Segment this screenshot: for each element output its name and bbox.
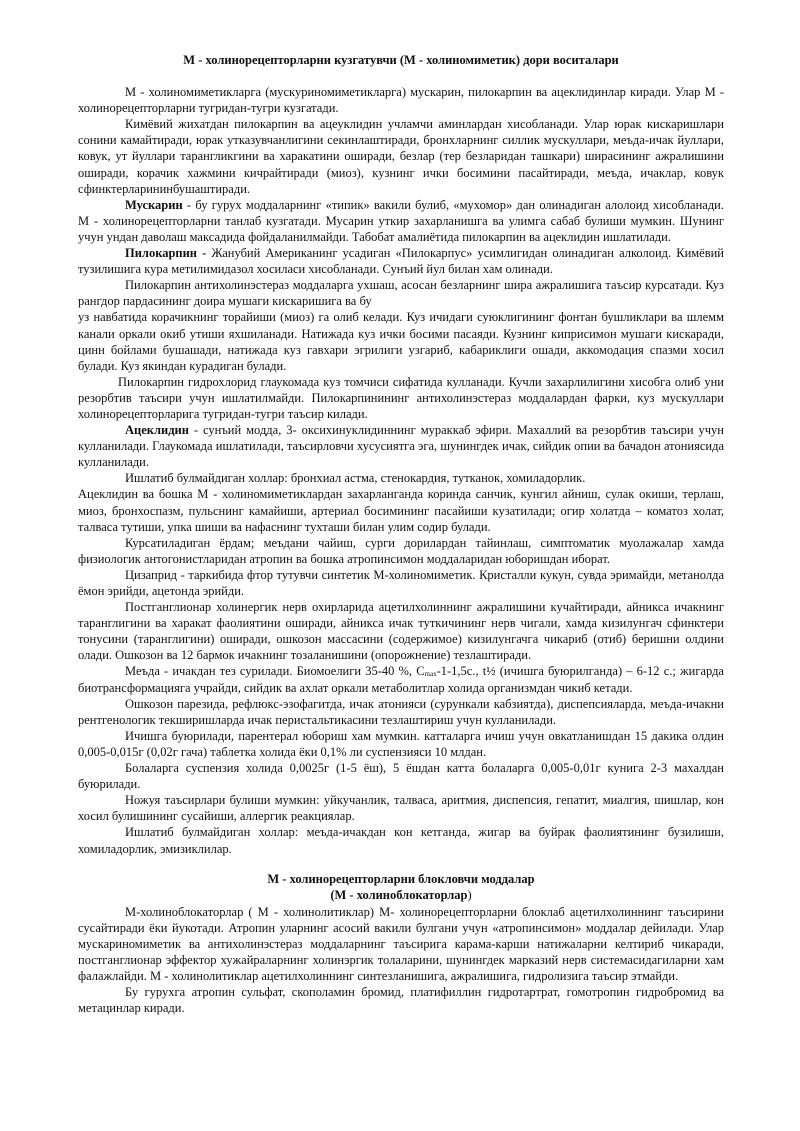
paragraph-muscarine — [78, 197, 724, 245]
paragraph-cisapride-action: Постганглионар холинергик нерв охирларида ацетилхолиннинг ажралишини кучайтиради, айникса ичакнинг таранглигини ва харакат фаолиятини оширади, айникса ичак туткичининг нерв чигали, хамда кизилунгач сфинктери тонусини (таранглигини) оширади, ошкозон массасини (содержимое) кизилунгачга чикариб (отиб) беришни олдини олади. Ошкозон ва 12 бармок ичакнинг тозаланишини (опорожнение) тезлаштиради. — [78, 600, 724, 663]
paragraph-cisapride: Цизаприд - таркибида фтор тутувчи синтетик M-холиномиметик. Кристалли кукун, сувда эримайди, метанолда ёмон эрийди, ацетонда эрийди. — [78, 567, 724, 598]
pk-text-start: Меъда - ичакдан тез сурилади. Биомоелиги 35-40 %, C — [125, 664, 425, 679]
paragraph-poisoning: Ацеклидин ва бошка M - холиномиметиклардан захарланганда коринда санчик, кунгил айниш, сулак окиши, терлаш, миоз, бронхоспазм, пульснинг камайиши, артериал босимининг пасайиши кузатилади; огир холатда – коматоз холат, талваса тутиши, упка шиши ва нафаснинг тухташи билан улим содир булади. — [78, 487, 724, 534]
paragraph-pilocarpine-glaucoma: Пилокарпин гидрохлорид глаукомада куз томчиси сифатида кулланади. Кучли захарлилигини хисобга олиб уни резорбтив таъсири учун ишлатилмайди. Пилокарпинининг антихолинэстераз моддалардан фарки, куз мускуллари холинорецепторларига тугридан-тугри таъсир килади. — [78, 374, 724, 421]
paragraph-aceclidine-text: - сунъий модда, 3- оксихинуклидиннинг мураккаб эфири. Махаллий ва резорбтив таъсири учун кулланилади. Глаукомада ишлатилади, таъсирловчи хусусиятга эга, шунингдек ичак, сийдик опии ва бачадон атониясида кулланилади. — [78, 423, 724, 470]
term-pilocarpine: Пилокарпин - — [125, 246, 207, 261]
paragraph-chemistry: Кимёвий жихатдан пилокарпин ва ацеуклидин учламчи аминлардан хисобланади. Улар юрак кискаришлари сонини камайтиради, юрак утказувчанлигини секинлаштиради, бронхларнинг силлик мускуллари, меъда-ичак йуллари, ковук, ут йуллари тарангликгини ва харакатини оширади, безлар (тер безларидан ташкари) ширасининг ажралишини оширади, корачик хажмини кичрайтиради (миоз), кузнинг ички босимини пасайтиради, меъда, ичаклар, ковук сфинктерларининбушаштиради. — [78, 117, 724, 196]
section-subtitle-text: (M - холиноблокаторлар — [330, 887, 468, 902]
paragraph-dosage-children: Болаларга суспензия холида 0,0025г (1-5 ёш), 5 ёшдан катта болаларга 0,005-0,01г кунига 2-3 махалдан буюрилади. — [78, 761, 724, 792]
paragraph-first-aid: Курсатиладиган ёрдам; меъдани чайиш, сурги дорилардан тайинлаш, симптоматик муолажалар хамда физиологик антогонистларидан атропин ва бошка атропинсимон моддаларидан юборишдан иборат. — [78, 535, 724, 566]
paragraph-intro: M - холиномиметикларга (мускуриномиметикларга) мускарин, пилокарпин ва ацеклидинлар киради. Улар M - холинорецепторларни тугридан-тугри кузгатади. — [78, 85, 724, 116]
cmax-subscript: max — [424, 670, 437, 679]
paragraph-dosage-adults: Ичишга буюрилади, парентерал юбориш хам мумкин. катталарга ичиш учун овкатланишдан 15 дакика олдин 0,005-0,015г (0,02г гача) таблетка холида ёки 0,1% ли суспензияси 10 млдан. — [78, 728, 724, 759]
paragraph-pilocarpine-eye: уз навбатида корачикнинг торайиши (миоз) га олиб келади. Куз ичидаги суюклигининг фонтан бушликлари ва шлемм канали оркали окиб утиши яхшиланади. Натижада куз ички босими пасаяди. Кузнинг киприсимон мушаги кискаради, цинн бойлами бушашади, натижада куз гавхари эгрилиги узгариб, кабариклиги ошади, аккомодация спазми хосил булади. Куз якиндан курадиган булади. — [78, 310, 724, 373]
section-subtitle-paren: ) — [467, 887, 472, 902]
paragraph-side-effects: Ножуя таъсирлари булиши мумкин: уйкучанлик, талваса, аритмия, диспепсия, гепатит, миалгия, шишлар, кон хосил булишининг сусайиши, аллергик реакциялар. — [78, 793, 724, 824]
document-title: M - холинорецепторларни кузгатувчи (M - холиномиметик) дори воситалари — [183, 53, 619, 67]
paragraph-blockers-group: Бу гурухга атропин сульфат, скополамин бромид, платифиллин гидротартрат, гомотропин гидробромид ва метацинлар киради. — [78, 985, 724, 1016]
paragraph-pilocarpine-text: Жанубий Американинг усадиган «Пилокарпус» усимлигидан олинадиган алколоид. Кимёвий тузилишига кура метилимидазол хосиласи хисобланади. Сунъий йул билан хам олинади. — [78, 246, 724, 277]
section-title: M - холинорецепторларни блокловчи моддалар — [267, 871, 535, 886]
paragraph-pharmacokinetics — [78, 663, 724, 695]
section-subtitle — [78, 887, 724, 903]
paragraph-muscarine-text: - бу гурух моддаларнинг «типик» вакили булиб, «мухомор» дан олинадиган алолоид хисобланади. M - холинорецепторларни танлаб кузгатади. Мусарин уткир захарланишга ва улимга сабаб булиши мумкин. Шунинг учун ундан даволаш максадида фойдаланилмайди. Табобат амалиётида пилокарпин ва ацеклидин ишлатилади. — [78, 197, 724, 244]
pk-text-end: -1-1,5c., t½ (ичишга буюрилганда) – 6-12 с.; жигарда биотрансформацияга учрайди, сийдик ва ахлат оркали метаболитлар холида организмдан чикиб кетади. — [78, 664, 724, 695]
paragraph-pilocarpine-action: Пилокарпин антихолинэстераз моддаларга ухшаш, асосан безларнинг шира ажралишига таъсир курсатади. Куз рангдор пардасининг доира мушаги кискаришига ва бу — [78, 278, 724, 309]
paragraph-contraindications: Ишлатиб булмайдиган холлар: бронхиал астма, стенокардия, тутканок, хомиладорлик. — [125, 471, 586, 486]
term-muscarine: Мускарин — [125, 197, 183, 212]
paragraph-pilocarpine — [78, 245, 724, 277]
paragraph-aceclidine — [78, 422, 724, 470]
paragraph-contraindications-2: Ишлатиб булмайдиган холлар: меъда-ичакдан кон кетганда, жигар ва буйрак фаолиятининг бузилиши, хомиладорлик, эмизиклилар. — [78, 825, 724, 856]
paragraph-blockers: M-холиноблокаторлар ( M - холинолитиклар) M- холинорецепторларни блоклаб ацетилхолиннинг таъсирини сусайтиради ёки йукотади. Атропин уларнинг асосий вакили булгани учун «атропинсимон» моддалар дейилади. Улар мускариномиметик ва антихолинэстераз моддаларнинг таъсирига карама-карши натижаларни келтириб чикаради, постганглионар эффектор хужайраларнинг холинэргик толаларини, шунингдек марказий нерв системасидагиларни хам фалажлайди. M - холинолитиклар ацетилхолиннинг синтезланишига, ажралишига, гидролизига таъсир этмайди. — [78, 904, 724, 984]
term-aceclidine: Ацеклидин — [125, 423, 189, 438]
paragraph-indications: Ошкозон парезида, рефлюкс-эзофагитда, ичак атонияси (сурункали кабзиятда), диспепсияларда, меъда-ичакни рентгенологик текширишларда ичак перистальтикасини тезлаштириш учун кулланилади. — [78, 696, 724, 727]
